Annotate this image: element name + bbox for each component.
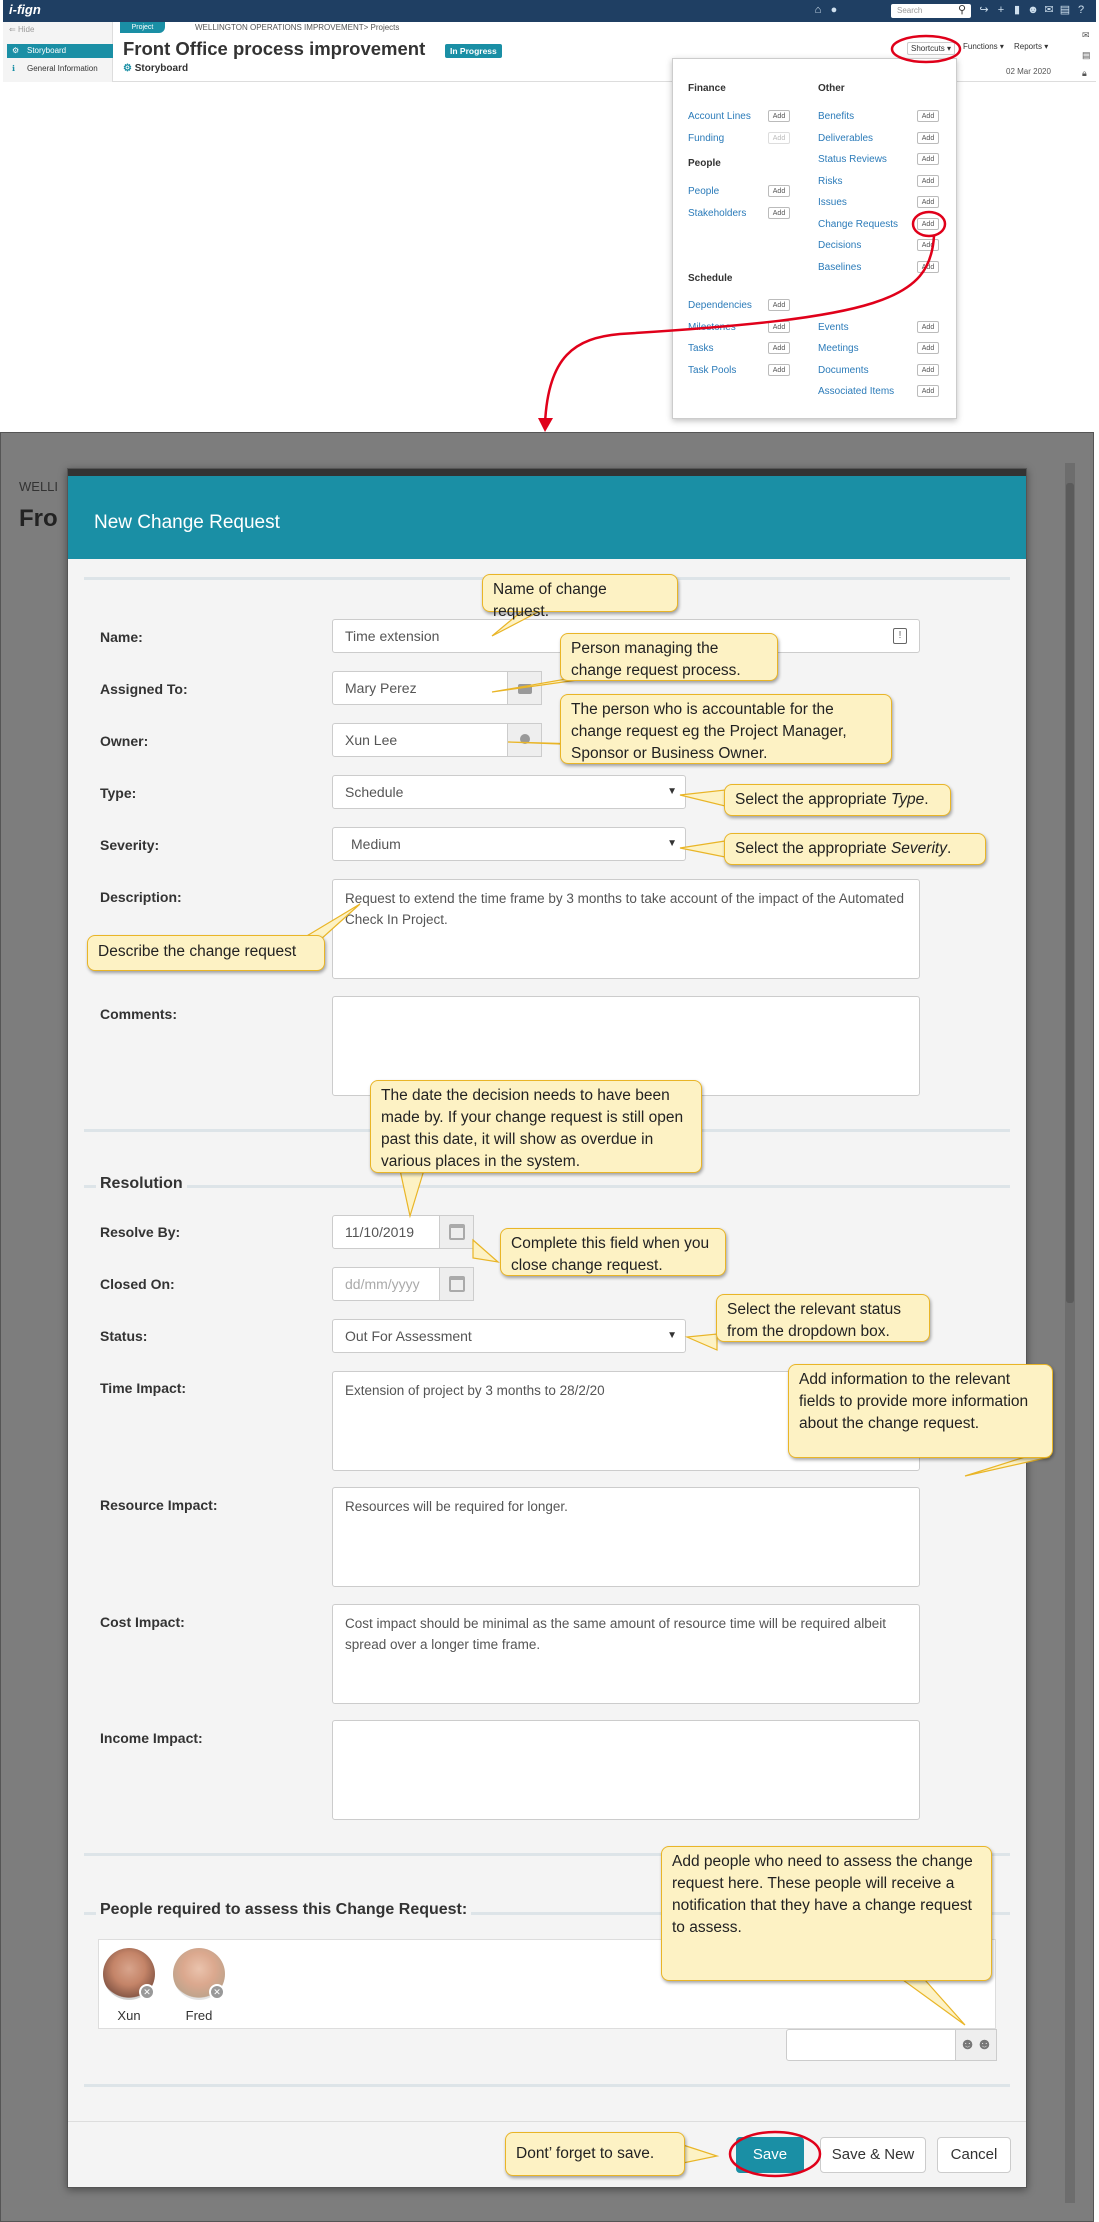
description-textarea[interactable]: Request to extend the time frame by 3 months to take account of the impact of the Automated Check In Project. — [332, 879, 920, 979]
time-impact-textarea[interactable]: Extension of project by 3 months to 28/2/20 — [332, 1371, 920, 1471]
type-select[interactable]: Schedule ▼ — [332, 775, 686, 809]
chevron-down-icon: ▼ — [667, 786, 677, 797]
resolution-heading: Resolution — [96, 1175, 187, 1193]
shortcut-add-button[interactable]: Add — [768, 364, 790, 376]
resolve-by-input[interactable]: 11/10/2019 — [332, 1215, 440, 1249]
reports-menu[interactable]: Reports ▾ — [1014, 42, 1049, 51]
shortcut-link[interactable]: People — [688, 186, 720, 197]
connector-unused — [528, 236, 934, 429]
callout-pointer — [965, 1457, 1050, 1476]
shortcut-link[interactable]: Risks — [818, 176, 843, 187]
shortcut-link[interactable]: Documents — [818, 365, 869, 376]
cancel-button[interactable]: Cancel — [937, 2137, 1011, 2173]
callout-pointer — [680, 790, 725, 806]
shortcut-link[interactable]: Benefits — [818, 111, 855, 122]
connector-arrow — [545, 236, 934, 424]
shortcut-add-button[interactable]: Add — [917, 132, 939, 144]
shortcut-add-button[interactable]: Add — [917, 110, 939, 122]
shortcut-link[interactable]: Baselines — [818, 262, 862, 273]
callout-save: Dont’ forget to save. — [505, 2132, 685, 2176]
shortcut-add-button[interactable]: Add — [917, 218, 939, 230]
shortcut-link[interactable]: Deliverables — [818, 133, 874, 144]
breadcrumb[interactable]: WELLINGTON OPERATIONS IMPROVEMENT> Projects — [195, 23, 400, 32]
type-label: Type: — [100, 785, 137, 801]
shortcut-link[interactable]: Tasks — [688, 343, 714, 354]
side-panel-icon[interactable]: ▤ — [1082, 50, 1091, 60]
header-date: 02 Mar 2020 — [1006, 67, 1051, 76]
modal-title: New Change Request — [94, 512, 280, 533]
shortcut-heading-people: People — [688, 158, 721, 169]
shortcut-link[interactable]: Change Requests — [818, 219, 899, 230]
home-icon[interactable]: ⌂ — [814, 4, 822, 16]
shortcut-link[interactable]: Associated Items — [818, 386, 895, 397]
shortcut-add-button[interactable]: Add — [768, 185, 790, 197]
save-and-new-button[interactable]: Save & New — [820, 2137, 926, 2173]
search-input[interactable]: Search — [891, 4, 971, 18]
sidebar-item-label: Storyboard — [27, 46, 67, 55]
callout-resolve-by: The date the decision needs to have been made by. If your change request is still open past this date, it will show as overdue in various places in the system. — [370, 1080, 702, 1173]
background-title: Fro — [19, 505, 58, 532]
hide-sidebar-link[interactable]: Hide — [17, 25, 35, 34]
chevron-down-icon: ▼ — [667, 1330, 677, 1341]
globe-icon[interactable]: ● — [830, 4, 838, 16]
shortcut-link[interactable]: Decisions — [818, 240, 862, 251]
assessor-name: Xun — [117, 2008, 141, 2023]
hide-arrow-icon[interactable]: ⇐ — [9, 25, 18, 34]
shortcut-heading-other: Other — [818, 83, 845, 94]
document-icon[interactable]: ▤ — [1059, 4, 1071, 16]
shortcut-heading-schedule: Schedule — [688, 273, 733, 284]
save-highlight-ring — [730, 2132, 820, 2176]
callout-pointer — [683, 2145, 717, 2163]
callout-name: Name of change request. — [482, 574, 678, 612]
functions-menu[interactable]: Functions ▾ — [963, 42, 1004, 51]
shortcut-link[interactable]: Status Reviews — [818, 154, 887, 165]
shortcut-link[interactable]: Events — [818, 322, 849, 333]
callout-description: Describe the change request — [87, 935, 325, 971]
shortcut-link[interactable]: Meetings — [818, 343, 859, 354]
shortcut-link[interactable]: Dependencies — [688, 300, 752, 311]
status-label: Status: — [100, 1328, 148, 1344]
shortcut-add-button[interactable]: Add — [917, 175, 939, 187]
callout-pointer — [903, 1980, 965, 2025]
chat-icon[interactable]: ✉ — [1044, 4, 1054, 16]
description-label: Description: — [100, 889, 182, 905]
assessors-heading: People required to assess this Change Request: — [96, 1901, 471, 1919]
help-icon[interactable]: ? — [1077, 4, 1085, 16]
resolve-by-label: Resolve By: — [100, 1224, 181, 1240]
time-impact-label: Time Impact: — [100, 1380, 187, 1396]
sidebar-item-label: General Information — [27, 64, 98, 73]
status-select[interactable]: Out For Assessment ▼ — [332, 1319, 686, 1353]
assigned-to-input[interactable]: Mary Perez — [332, 671, 508, 705]
callout-pointer — [400, 1170, 424, 1216]
resource-impact-textarea[interactable]: Resources will be required for longer. — [332, 1487, 920, 1587]
callout-pointer — [687, 1334, 717, 1350]
app-logo: i-fign — [9, 2, 41, 17]
chevron-down-icon: ▼ — [667, 838, 677, 849]
add-change-request-highlight-ring — [913, 212, 945, 236]
severity-select[interactable]: Medium ▼ — [332, 827, 686, 861]
shortcut-add-button[interactable]: Add — [917, 385, 939, 397]
income-impact-label: Income Impact: — [100, 1730, 203, 1746]
owner-label: Owner: — [100, 733, 149, 749]
callout-pointer — [473, 1240, 498, 1262]
users-icon[interactable]: ☻ — [1027, 4, 1039, 16]
shortcut-link[interactable]: Issues — [818, 197, 847, 208]
info-icon: ℹ — [12, 64, 16, 73]
tab-storyboard[interactable]: Storyboard — [134, 63, 189, 74]
shortcut-add-button[interactable]: Add — [768, 132, 790, 144]
comments-label: Comments: — [100, 1006, 178, 1022]
shortcut-link[interactable]: Stakeholders — [688, 207, 747, 219]
callout-owner: The person who is accountable for the change request eg the Project Manager, Sponsor or Business Owner. — [560, 694, 892, 764]
group-icon: ☻☻ — [959, 2036, 993, 2053]
page-title: Front Office process improvement — [123, 38, 426, 59]
shortcut-add-button[interactable]: Add — [768, 207, 790, 219]
storyboard-tab-icon: ⚙ — [123, 63, 135, 74]
shortcut-add-button[interactable]: Add — [768, 342, 790, 354]
closed-on-label: Closed On: — [100, 1276, 175, 1292]
callout-closed-on: Complete this field when you close change request. — [500, 1228, 726, 1276]
chat-side-icon[interactable]: ✉ — [1082, 30, 1090, 40]
arrowhead — [538, 418, 553, 432]
shortcut-add-button[interactable]: Add — [768, 299, 790, 311]
callout-assessors: Add people who need to assess the change request here. These people will receive a notification that they have a change request to assess. — [661, 1846, 992, 1981]
owner-input[interactable]: Xun Lee — [332, 723, 508, 757]
name-label: Name: — [100, 629, 143, 645]
shortcut-heading-finance: Finance — [688, 83, 726, 94]
required-icon: ! — [893, 628, 907, 644]
callout-assigned-to: Person managing the change request process. — [560, 633, 778, 681]
project-badge: Project — [120, 22, 165, 33]
remove-person-icon[interactable]: ✕ — [209, 1984, 225, 2000]
resource-impact-label: Resource Impact: — [100, 1497, 218, 1513]
shortcut-add-button[interactable]: Add — [917, 239, 939, 251]
shortcut-link[interactable]: Milestones — [688, 321, 736, 333]
shortcut-link[interactable]: Funding — [688, 132, 725, 144]
share-icon[interactable]: ↪ — [979, 4, 989, 16]
lock-icon[interactable]: 🔒︎ — [1082, 68, 1087, 78]
assigned-to-label: Assigned To: — [100, 681, 188, 697]
storyboard-icon: ⚙ — [12, 46, 20, 55]
callout-status: Select the relevant status from the dropdown box. — [716, 1294, 930, 1342]
callout-impact: Add information to the relevant fields to provide more information about the change request. — [788, 1364, 1053, 1458]
shortcut-add-button[interactable]: Add — [768, 321, 790, 333]
shortcut-add-button[interactable]: Add — [768, 110, 790, 122]
shortcut-add-button[interactable]: Add — [917, 153, 939, 165]
callout-pointer — [680, 841, 725, 857]
background-breadcrumb: WELLI — [19, 479, 59, 494]
shortcut-add-button[interactable]: Add — [917, 196, 939, 208]
shortcut-add-button[interactable]: Add — [917, 321, 939, 333]
callout-severity: Select the appropriate Severity. — [724, 833, 986, 865]
remove-person-icon[interactable]: ✕ — [139, 1984, 155, 2000]
cost-impact-label: Cost Impact: — [100, 1614, 185, 1630]
assessor-name: Fred — [185, 2008, 213, 2023]
bookmark-icon[interactable]: ▮ — [1013, 4, 1021, 16]
shortcut-link[interactable]: Account Lines — [688, 111, 751, 122]
shortcuts-menu[interactable]: Shortcuts ▾ — [907, 42, 955, 55]
shortcuts-highlight-ring — [892, 36, 960, 62]
name-input[interactable]: Time extension — [332, 619, 920, 653]
status-badge: In Progress — [445, 44, 502, 58]
shortcut-add-button[interactable]: Add — [917, 364, 939, 376]
shortcut-link[interactable]: Task Pools — [688, 364, 737, 376]
save-button[interactable]: Save — [736, 2137, 804, 2173]
search-icon[interactable]: ⚲ — [957, 4, 967, 16]
cost-impact-textarea[interactable]: Cost impact should be minimal as the same amount of resource time will be required albeit spread over a longer time frame. — [332, 1604, 920, 1704]
shortcut-add-button[interactable]: Add — [917, 261, 939, 273]
callout-type: Select the appropriate Type. — [724, 784, 951, 816]
plus-icon[interactable]: + — [997, 4, 1005, 16]
severity-label: Severity: — [100, 837, 160, 853]
closed-on-input[interactable]: dd/mm/yyyy — [332, 1267, 440, 1301]
shortcut-add-button[interactable]: Add — [917, 342, 939, 354]
